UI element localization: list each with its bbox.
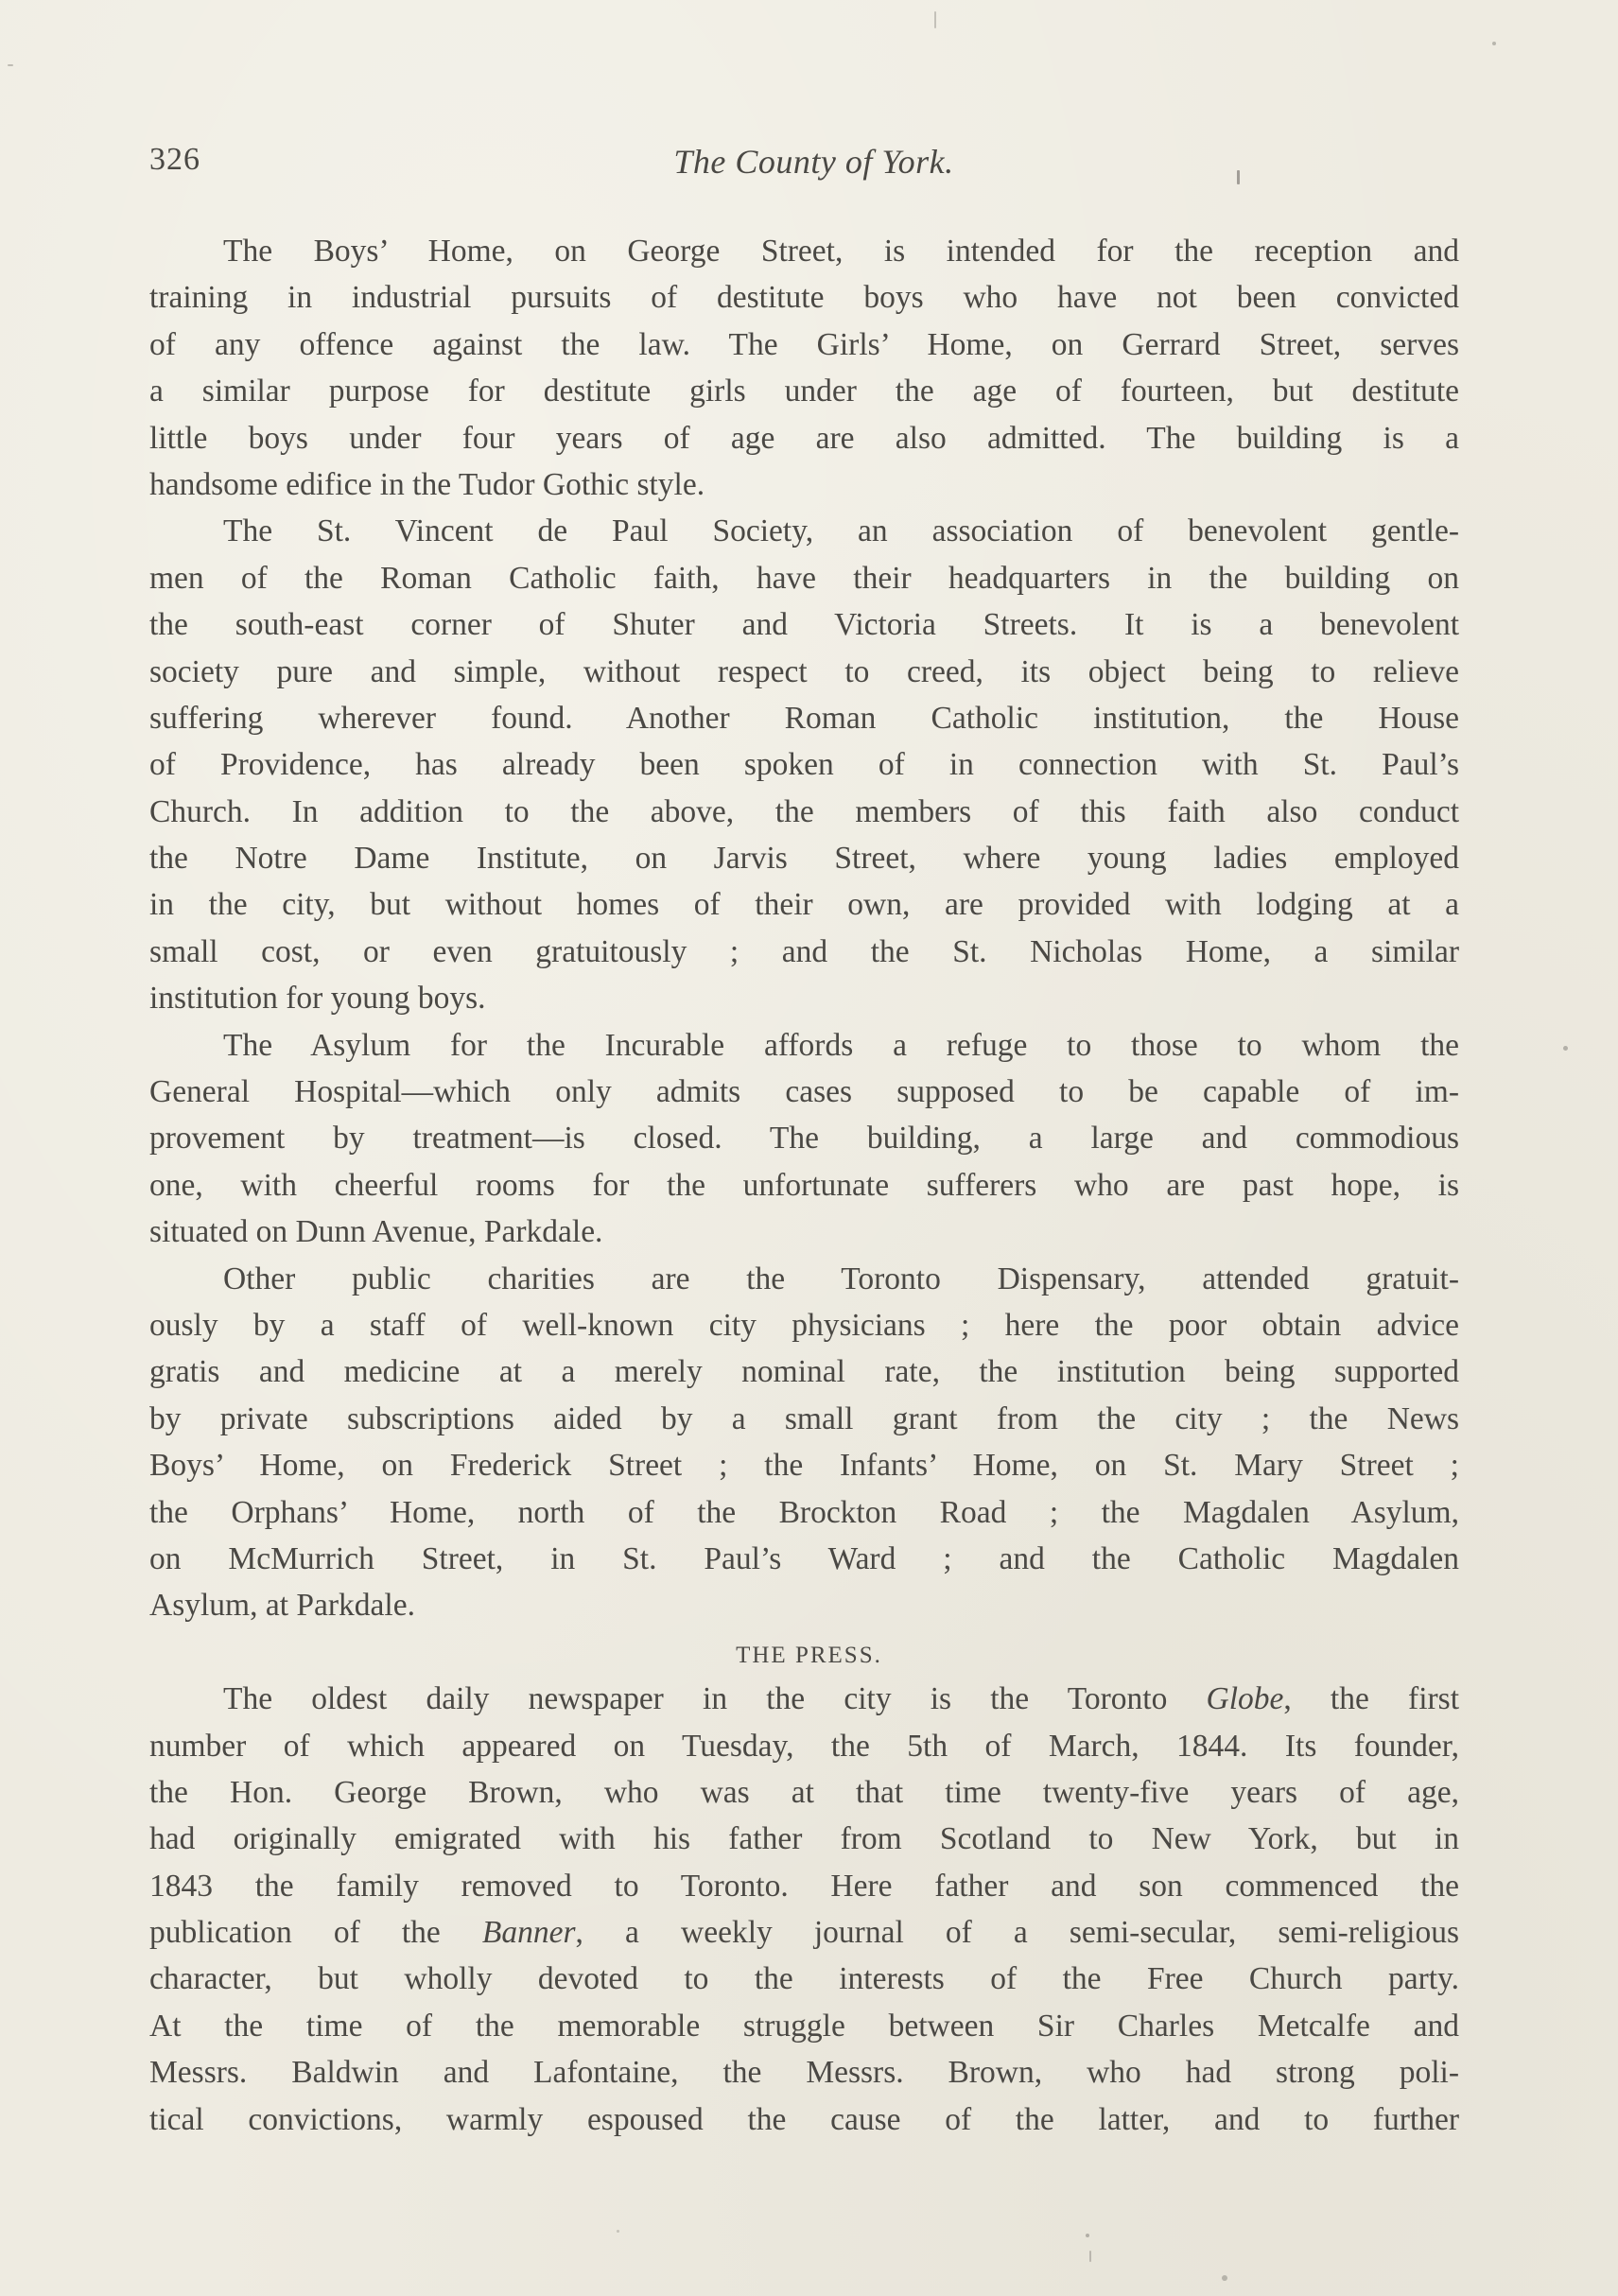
text-line: of any offence against the law. The Girls’ Home, on Gerrard Street, serves: [149, 326, 1459, 362]
text-line: institution for young boys.: [149, 981, 486, 1017]
text-line: The Boys’ Home, on George Street, is intended for the reception and: [223, 234, 1459, 269]
text-line: of Providence, has already been spoken of in connection with St. Paul’s: [149, 747, 1459, 783]
text-line: Boys’ Home, on Frederick Street ; the Infants’ Home, on St. Mary Street ;: [149, 1448, 1459, 1484]
text-line: 1843 the family removed to Toronto. Here father and son commenced the: [149, 1868, 1459, 1904]
scan-speck: [1086, 2234, 1089, 2237]
text-line: [149, 1676, 1459, 1722]
paragraph-public-charities: [149, 1256, 1459, 1629]
running-head: [149, 142, 1459, 189]
text-line: The St. Vincent de Paul Society, an association of benevolent gentle-: [223, 513, 1459, 549]
text-segment: , the first: [1283, 1681, 1459, 1717]
text-line: society pure and simple, without respect to creed, its object being to relieve: [149, 653, 1459, 689]
text-line: the Hon. George Brown, who was at that time twenty-five years of age,: [149, 1774, 1459, 1810]
text-line: gratis and medicine at a merely nominal rate, the institution being supported: [149, 1354, 1459, 1390]
text-line: on McMurrich Street, in St. Paul’s Ward ; and the Catholic Magdalen: [149, 1540, 1459, 1576]
page-number: 326: [149, 142, 200, 177]
paragraph-the-press: [149, 1676, 1459, 2143]
body-text: [149, 228, 1459, 2143]
text-segment: , a weekly journal of a semi-secular, semi-religious: [575, 1915, 1459, 1951]
text-line: little boys under four years of age are also admitted. The building is a: [149, 420, 1459, 456]
text-line: The Asylum for the Incurable affords a refuge to those to whom the: [223, 1027, 1459, 1063]
paragraph-boys-home: [149, 228, 1459, 508]
text-line: Messrs. Baldwin and Lafontaine, the Messrs. Brown, who had strong poli-: [149, 2055, 1459, 2091]
text-line: Other public charities are the Toronto Dispensary, attended gratuit-: [223, 1261, 1459, 1296]
text-line: one, with cheerful rooms for the unfortunate sufferers who are past hope, is: [149, 1167, 1459, 1203]
text-line: At the time of the memorable struggle between Sir Charles Metcalfe and: [149, 2008, 1459, 2044]
scan-speck: [8, 64, 13, 66]
text-line: Church. In addition to the above, the members of this faith also conduct: [149, 793, 1459, 829]
text-line: Asylum, at Parkdale.: [149, 1588, 415, 1624]
running-title: The County of York.: [673, 143, 954, 181]
text-line: tical convictions, warmly espoused the cause of the latter, and to further: [149, 2101, 1459, 2137]
text-line: General Hospital—which only admits cases supposed to be capable of im-: [149, 1074, 1459, 1110]
text-line: by private subscriptions aided by a small grant from the city ; the News: [149, 1400, 1459, 1436]
paragraph-st-vincent-de-paul: [149, 508, 1459, 1021]
scan-speck: [1089, 2251, 1091, 2262]
scan-speck: [1237, 170, 1240, 184]
text-line: situated on Dunn Avenue, Parkdale.: [149, 1214, 603, 1250]
text-line: in the city, but without homes of their own, are provided with lodging at a: [149, 887, 1459, 923]
text-line: suffering wherever found. Another Roman Catholic institution, the House: [149, 700, 1459, 736]
newspaper-title-banner: Banner: [481, 1915, 576, 1951]
scan-speck: [1222, 2275, 1227, 2281]
section-heading-the-press: THE PRESS.: [736, 1642, 882, 1668]
newspaper-title-globe: Globe: [1206, 1681, 1284, 1717]
text-line: [149, 1909, 1459, 1956]
text-line: number of which appeared on Tuesday, the 5th of March, 1844. Its founder,: [149, 1728, 1459, 1764]
paragraph-asylum-incurable: [149, 1022, 1459, 1256]
text-segment: publication of the: [149, 1915, 482, 1951]
text-line: had originally emigrated with his father from Scotland to New York, but in: [149, 1821, 1459, 1857]
text-line: character, but wholly devoted to the interests of the Free Church party.: [149, 1961, 1459, 1997]
text-line: a similar purpose for destitute girls under the age of fourteen, but destitute: [149, 374, 1459, 409]
scan-speck: [1492, 42, 1496, 45]
text-segment: The oldest daily newspaper in the city is the Toronto: [223, 1681, 1207, 1717]
text-line: the Notre Dame Institute, on Jarvis Street, where young ladies employed: [149, 841, 1459, 877]
scan-speck: [1563, 1046, 1568, 1051]
text-line: handsome edifice in the Tudor Gothic style.: [149, 466, 705, 502]
text-line: training in industrial pursuits of destitute boys who have not been convicted: [149, 280, 1459, 316]
text-line: provement by treatment—is closed. The building, a large and commodious: [149, 1121, 1459, 1157]
scan-speck: [934, 11, 936, 28]
scan-speck: [617, 2230, 619, 2233]
text-line: the south-east corner of Shuter and Victoria Streets. It is a benevolent: [149, 607, 1459, 643]
text-line: ously by a staff of well-known city physicians ; here the poor obtain advice: [149, 1307, 1459, 1343]
text-line: the Orphans’ Home, north of the Brockton Road ; the Magdalen Asylum,: [149, 1494, 1459, 1530]
text-line: small cost, or even gratuitously ; and the St. Nicholas Home, a similar: [149, 933, 1459, 969]
text-line: men of the Roman Catholic faith, have their headquarters in the building on: [149, 560, 1459, 596]
